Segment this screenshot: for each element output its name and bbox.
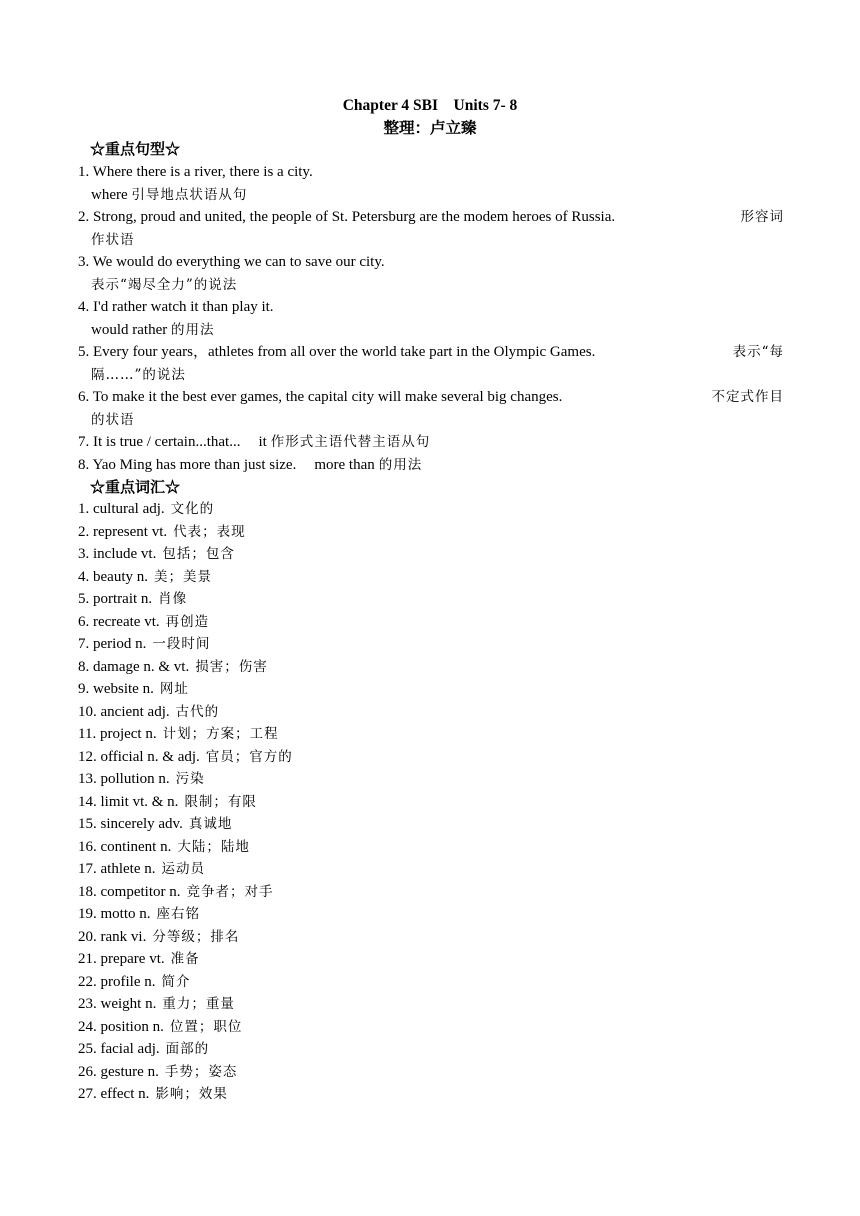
vocab-word: 15. sincerely adv. (78, 816, 183, 832)
vocab-meaning: 准备 (170, 951, 200, 967)
vocab-word: 25. facial adj. (78, 1041, 160, 1057)
sentence-note: 形容词 (740, 209, 784, 225)
vocab-meaning: 肖像 (158, 591, 188, 607)
vocab-word: 4. beauty n. (78, 568, 148, 585)
vocab-item (78, 746, 778, 769)
vocab-meaning: 座右铭 (156, 906, 201, 922)
sentence-text: 3. We would do everything we can to save our city. (78, 254, 385, 270)
page-title: Chapter 4 SBI Units 7- 8 (342, 97, 518, 114)
sentence-text: 4. I'd rather watch it than play it. (78, 299, 274, 315)
vocab-meaning: 分等级；排名 (152, 928, 240, 945)
vocab-item (78, 881, 778, 904)
grammar-explanation: 的用法 (170, 321, 215, 338)
vocab-item (78, 813, 778, 836)
vocab-item (78, 903, 778, 926)
sentence-item (78, 161, 784, 206)
vocab-item (78, 656, 778, 679)
vocab-word: 2. represent vt. (78, 523, 168, 540)
vocab-meaning: 网址 (159, 681, 189, 697)
vocab-item (78, 498, 778, 521)
vocab-word: 8. damage n. & vt. (78, 658, 190, 675)
vocab-meaning: 真诚地 (188, 816, 233, 832)
sentence-item (78, 454, 784, 477)
vocab-word: 19. motto n. (78, 906, 151, 922)
sentence-item (78, 386, 784, 431)
vocab-word: 23. weight n. (78, 996, 157, 1012)
vocab-item (78, 993, 778, 1016)
vocab-meaning: 包括；包含 (162, 546, 235, 562)
vocab-meaning: 运动员 (161, 861, 205, 877)
vocab-word: 12. official n. & adj. (78, 748, 200, 765)
sentence-note-continued: 的状语 (91, 411, 135, 428)
vocab-word: 21. prepare vt. (78, 951, 165, 967)
sentence-grammar-note (78, 319, 784, 342)
sentence-text: 1. Where there is a river, there is a city. (78, 164, 313, 180)
sentence-text: 8. Yao Ming has more than just size. (78, 456, 297, 473)
vocab-word: 6. recreate vt. (78, 613, 160, 630)
vocab-word: 11. project n. (78, 726, 157, 742)
grammar-term: more than (314, 456, 375, 473)
vocab-meaning: 面部的 (165, 1041, 210, 1057)
vocab-word: 3. include vt. (78, 546, 157, 562)
grammar-explanation: 引导地点状语从句 (131, 186, 248, 203)
vocab-meaning: 重力；重量 (162, 996, 235, 1012)
vocab-meaning: 一段时间 (152, 636, 211, 652)
sentence-note: 不定式作目 (711, 389, 784, 405)
vocab-word: 10. ancient adj. (78, 703, 170, 720)
vocab-item (78, 1016, 778, 1039)
vocab-word: 16. continent n. (78, 838, 172, 855)
page-subtitle: 整理：卢立臻 (383, 120, 477, 137)
grammar-term: would rather (91, 321, 168, 338)
grammar-term: where (91, 186, 128, 203)
vocab-item (78, 521, 778, 544)
vocab-meaning: 再创造 (165, 613, 210, 630)
sentence-item (78, 251, 784, 296)
sentence-text: 2. Strong, proud and united, the people of St. Petersburg are the modem heroes of Russia. (78, 209, 616, 225)
vocab-word: 14. limit vt. & n. (78, 793, 179, 810)
vocab-word: 26. gesture n. (78, 1063, 159, 1080)
sentence-note-continued: 作状语 (91, 231, 135, 248)
vocab-meaning: 简介 (161, 973, 191, 990)
vocab-meaning: 损害；伤害 (195, 658, 268, 675)
grammar-term: it (258, 434, 267, 450)
sentence-list (78, 161, 784, 476)
vocab-meaning: 大陆；陆地 (177, 838, 250, 855)
vocab-meaning: 古代的 (175, 703, 220, 720)
vocab-item (78, 701, 778, 724)
vocab-meaning: 美；美景 (153, 568, 212, 585)
vocab-item (78, 1061, 778, 1084)
vocab-meaning: 竞争者；对手 (186, 883, 274, 900)
vocab-item (78, 836, 778, 859)
vocab-meaning: 限制；有限 (184, 793, 257, 810)
grammar-explanation: 作形式主语代替主语从句 (270, 434, 431, 450)
sentence-item (78, 296, 784, 341)
vocab-item (78, 926, 778, 949)
sentence-text: 5. Every four years，athletes from all over the world take part in the Olympic Games. (78, 344, 596, 360)
sentence-note-continued: 表示“竭尽全力”的说法 (91, 276, 238, 293)
vocab-word: 9. website n. (78, 681, 154, 697)
vocab-item (78, 768, 778, 791)
sentence-grammar-note (78, 184, 784, 207)
sentence-text: 7. It is true / certain...that... (78, 434, 241, 450)
vocab-word: 13. pollution n. (78, 771, 170, 787)
vocab-item (78, 858, 778, 881)
vocab-meaning: 手势；姿态 (164, 1063, 238, 1080)
vocab-word: 20. rank vi. (78, 928, 147, 945)
vocab-list (78, 498, 778, 1106)
vocab-item (78, 948, 778, 971)
vocab-meaning: 计划；方案；工程 (162, 726, 279, 742)
vocab-word: 18. competitor n. (78, 883, 181, 900)
vocab-item (78, 1038, 778, 1061)
vocab-meaning: 影响；效果 (155, 1086, 228, 1102)
grammar-explanation: 的用法 (378, 456, 423, 473)
vocab-word: 24. position n. (78, 1018, 164, 1035)
vocab-item (78, 723, 778, 746)
sentence-text: 6. To make it the best ever games, the capital city will make several big changes. (78, 389, 563, 405)
vocab-word: 7. period n. (78, 636, 147, 652)
vocab-item (78, 588, 778, 611)
vocab-item (78, 791, 778, 814)
vocab-meaning: 文化的 (170, 501, 215, 517)
vocab-item (78, 633, 778, 656)
vocab-item (78, 678, 778, 701)
vocab-word: 1. cultural adj. (78, 501, 165, 517)
sentence-note: 表示“每 (732, 344, 784, 360)
vocab-heading: ☆重点词汇☆ (90, 480, 181, 496)
vocab-item (78, 971, 778, 994)
vocab-item (78, 566, 778, 589)
vocab-meaning: 官员；官方的 (205, 748, 293, 765)
vocab-item (78, 611, 778, 634)
vocab-word: 17. athlete n. (78, 861, 156, 877)
vocab-item (78, 543, 778, 566)
vocab-meaning: 代表；表现 (173, 523, 246, 540)
sentence-item (78, 206, 784, 251)
sentence-note-continued: 隔……”的说法 (91, 366, 186, 383)
sentence-item (78, 341, 784, 386)
sentences-heading: ☆重点句型☆ (90, 142, 181, 158)
vocab-meaning: 污染 (175, 771, 205, 787)
vocab-word: 22. profile n. (78, 973, 156, 990)
sentence-item (78, 431, 784, 454)
vocab-meaning: 位置；职位 (169, 1018, 243, 1035)
vocab-word: 27. effect n. (78, 1086, 150, 1102)
vocab-word: 5. portrait n. (78, 591, 153, 607)
vocab-item (78, 1083, 778, 1106)
